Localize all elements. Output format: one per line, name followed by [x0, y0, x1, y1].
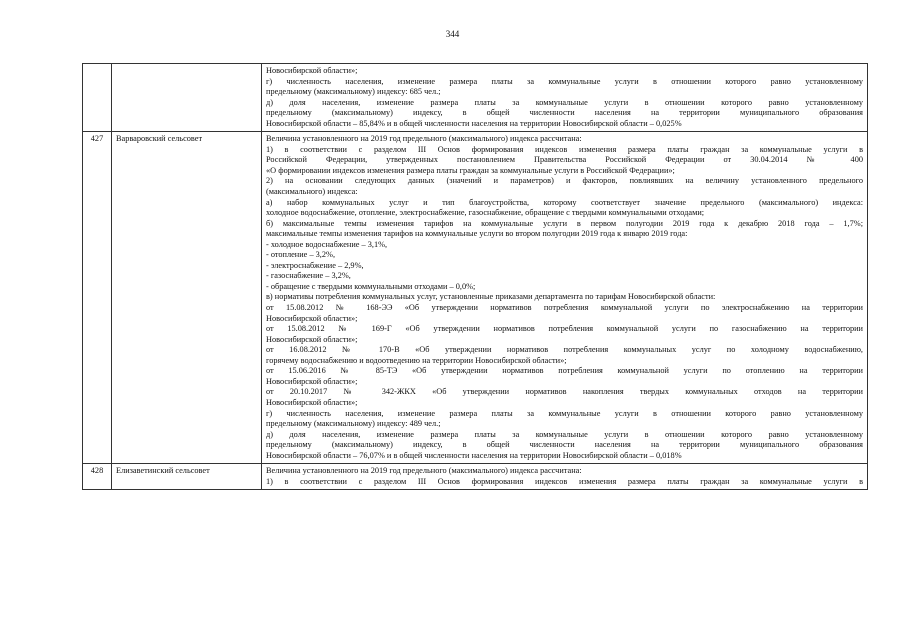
description-line: от 16.08.2012 № 170-В «Об утверждении нормативов потребления коммунальных услуг по холодному водоснабжению, — [266, 345, 863, 355]
table-row — [83, 132, 868, 464]
description-line: Новосибирской области – 85,84% и в общей численности населения на территории Новосибирской области – 0,025% — [266, 118, 682, 128]
municipal-index-table — [82, 63, 868, 490]
description-line: Новосибирской области»; — [266, 376, 358, 386]
description-line: максимальные темпы изменения тарифов на коммунальные услуги во втором полугодии 2019 года к январю 2019 года: — [266, 229, 688, 239]
description-line: в) нормативы потребления коммунальных услуг, установленные приказами департамента по тарифам Новосибирской области: — [266, 292, 716, 302]
description-line: (максимального) индекса: — [266, 187, 358, 197]
description-line: г) численность населения, изменение размера платы за коммунальные услуги в отношении которого равно установленному — [266, 76, 863, 86]
description-line: Новосибирской области»; — [266, 66, 358, 75]
description-line: Новосибирской области – 76,07% и в общей численности населения на территории Новосибирской области – 0,018% — [266, 450, 682, 460]
row-number-cell: 428 — [83, 464, 112, 490]
description-line: Новосибирской области»; — [266, 313, 358, 323]
description-line: Российской Федерации, утвержденных постановлением Правительства Российской Федерации от 30.04.2014 № 400 — [266, 155, 863, 165]
description-line: 1) в соответствии с разделом III Основ формирования индексов изменения размера платы граждан за коммунальные услуги в — [266, 144, 863, 154]
description-line: а) набор коммунальных услуг и тип благоустройства, которому соответствует значение предельного (максимального) индекса: — [266, 197, 863, 207]
table-body — [83, 64, 868, 490]
description-line: горячему водоснабжению и водоотведению на территории Новосибирской области»; — [266, 355, 567, 365]
index-description-cell — [262, 132, 868, 464]
row-number-cell — [83, 64, 112, 132]
description-line: от 15.08.2012 № 169-Г «Об утверждении нормативов потребления коммунальной услуги по газоснабжению на территории — [266, 324, 863, 334]
description-line: предельному (максимальному) индексу: 685 чел.; — [266, 87, 441, 97]
municipality-name-cell — [112, 64, 262, 132]
description-line: 1) в соответствии с разделом III Основ формирования индексов изменения размера платы граждан за коммунальные услуги в — [266, 476, 863, 486]
description-line: от 15.08.2012 № 168-ЭЭ «Об утверждении нормативов потребления коммунальной услуги по электроснабжению на территории — [266, 303, 863, 313]
index-description-cell — [262, 464, 868, 490]
description-line: Величина установленного на 2019 год предельного (максимального) индекса рассчитана: — [266, 466, 582, 476]
table-row — [83, 464, 868, 490]
municipality-name-cell: Елизаветинский сельсовет — [112, 464, 262, 490]
description-line: 2) на основании следующих данных (значений и параметров) и факторов, повлиявших на величину установленного предельного — [266, 176, 863, 186]
description-line: г) численность населения, изменение размера платы за коммунальные услуги в отношении которого равно установленному — [266, 408, 863, 418]
description-line: от 20.10.2017 № 342-ЖКХ «Об утверждении нормативов накопления твердых коммунальных отходов на территории — [266, 387, 863, 397]
description-line: предельному (максимальному) индексу, в общей численности населения на территории муниципального образования — [266, 108, 863, 118]
description-line: «О формировании индексов изменения размера платы граждан за коммунальные услуги в Российской Федерации»; — [266, 165, 675, 175]
description-line: Новосибирской области»; — [266, 334, 358, 344]
description-line: д) доля населения, изменение размера платы за коммунальные услуги в отношении которого равно установленному — [266, 429, 863, 439]
description-line: предельному (максимальному) индексу: 489 чел.; — [266, 419, 441, 429]
description-line: - холодное водоснабжение – 3,1%, — [266, 239, 388, 249]
page-number: 344 — [445, 29, 460, 39]
description-line: холодное водоснабжение, отопление, электроснабжение, газоснабжение, обращение с твердыми коммунальными отходами; — [266, 208, 705, 218]
description-line: - отопление – 3,2%, — [266, 250, 336, 260]
description-line: д) доля населения, изменение размера платы за коммунальные услуги в отношении которого равно установленному — [266, 97, 863, 107]
row-number-cell: 427 — [83, 132, 112, 464]
description-line: от 15.06.2016 № 85-ТЭ «Об утверждении нормативов потребления коммунальной услуги по отоплению на территории — [266, 366, 863, 376]
municipality-name-cell: Варваровский сельсовет — [112, 132, 262, 464]
description-line: предельному (максимальному) индексу, в общей численности населения на территории муниципального образования — [266, 440, 863, 450]
description-line: - газоснабжение – 3,2%, — [266, 271, 351, 281]
description-line: б) максимальные темпы изменения тарифов на коммунальные услуги в первом полугодии 2019 года к декабрю 2018 года – 1,7%; — [266, 218, 863, 228]
description-line: - электроснабжение – 2,9%, — [266, 260, 364, 270]
description-line: Величина установленного на 2019 год предельного (максимального) индекса рассчитана: — [266, 134, 582, 144]
description-line: - обращение с твердыми коммунальными отходами – 0,0%; — [266, 281, 476, 291]
index-description-cell — [262, 64, 868, 132]
table-row — [83, 64, 868, 132]
description-line: Новосибирской области»; — [266, 397, 358, 407]
